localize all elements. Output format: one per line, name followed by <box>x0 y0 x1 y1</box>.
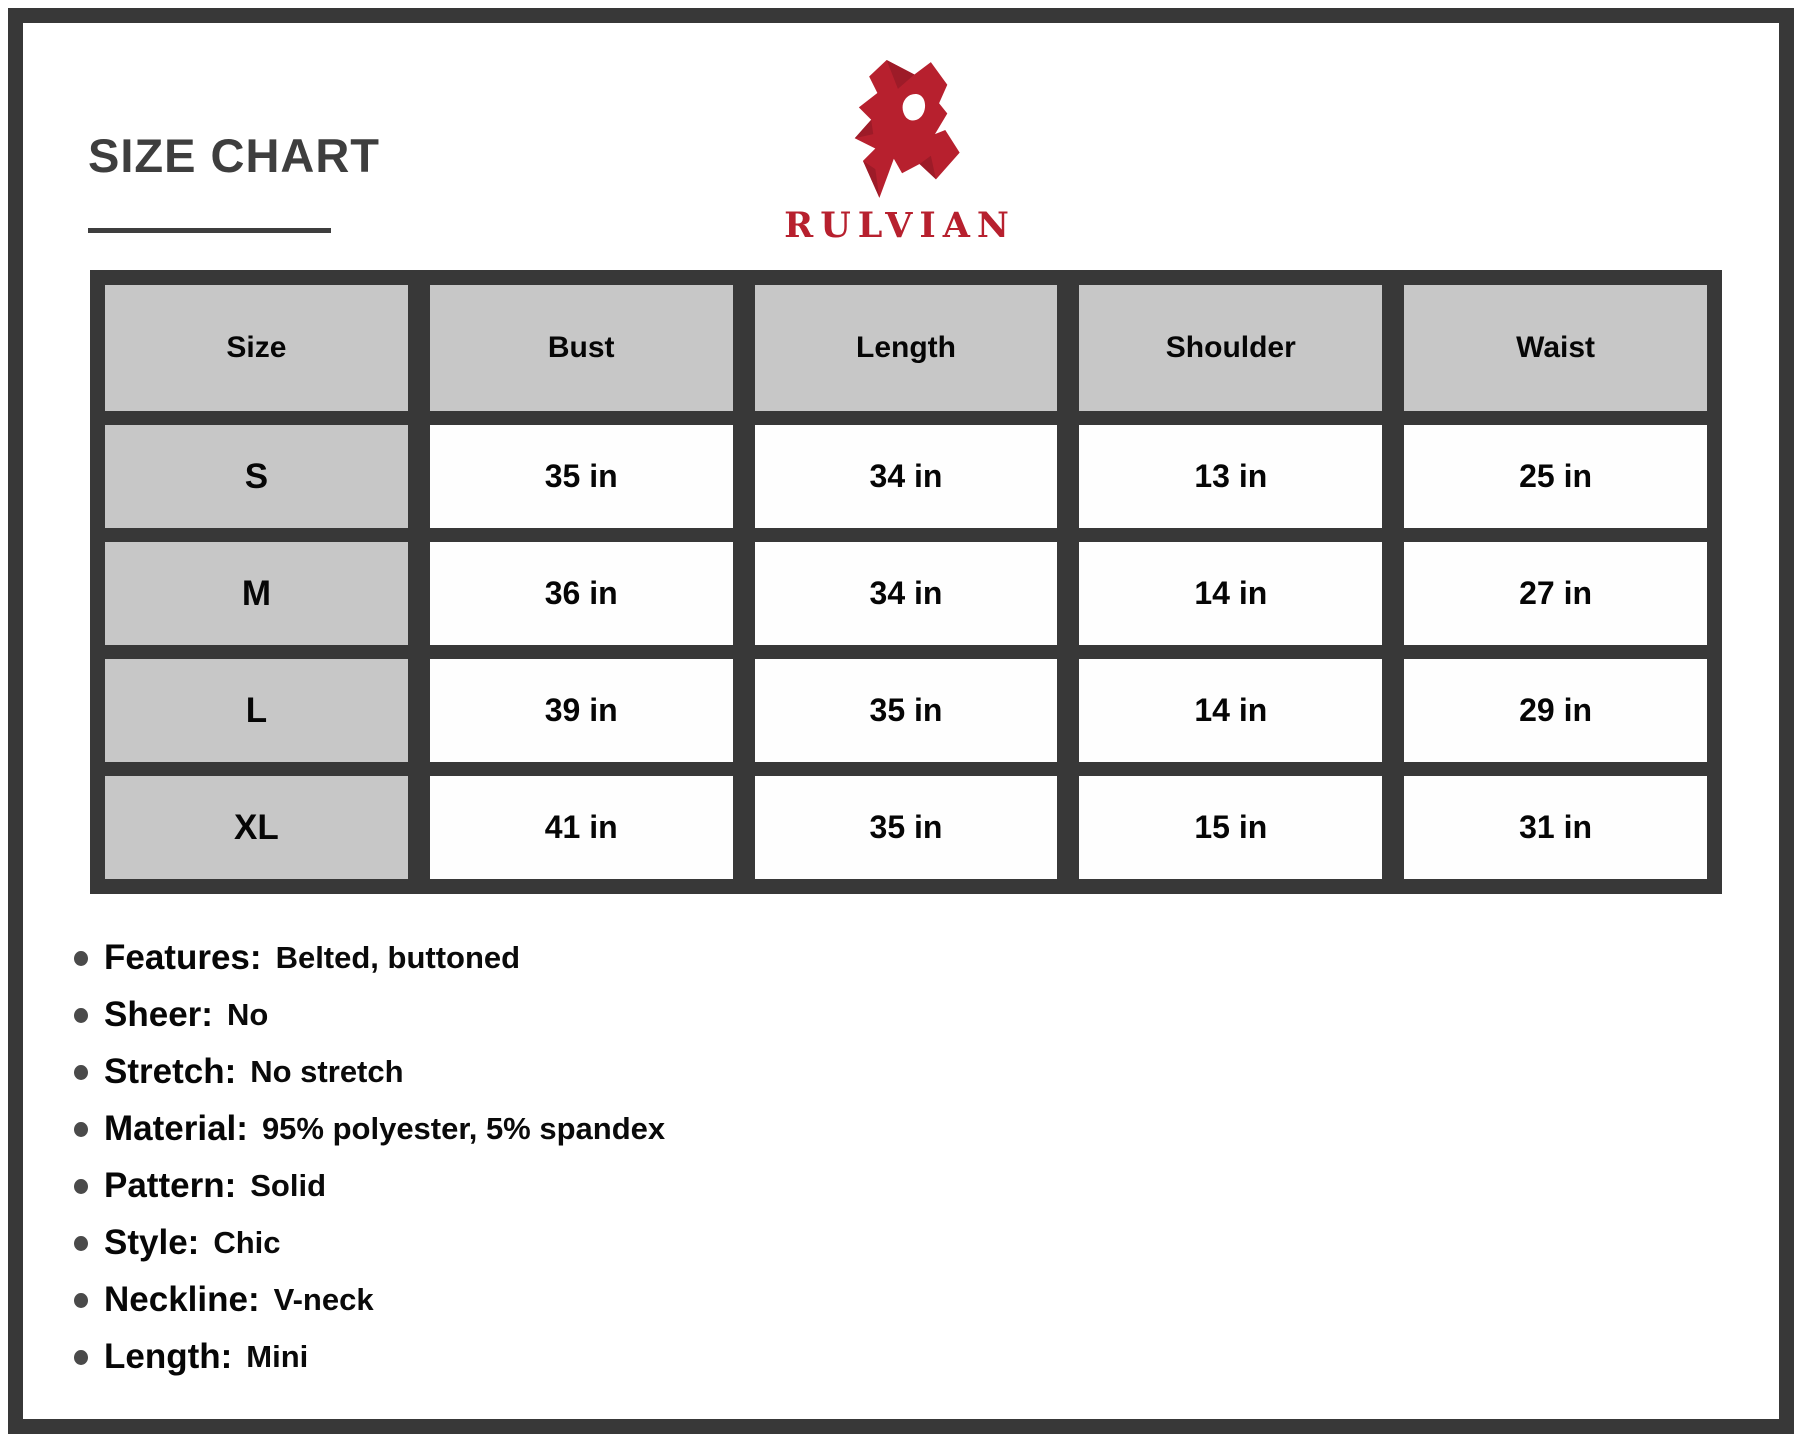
detail-value: Chic <box>213 1225 281 1260</box>
cell-s-length: 34 in <box>755 425 1058 528</box>
cell-m-length: 34 in <box>755 542 1058 645</box>
bullet-icon <box>74 1008 88 1023</box>
header-cell-waist: Waist <box>1404 285 1707 411</box>
brand-name: RULVIAN <box>784 205 1016 246</box>
bullet-icon <box>74 1350 88 1365</box>
cell-xl-length: 35 in <box>755 776 1058 879</box>
cell-m-waist: 27 in <box>1404 542 1707 645</box>
detail-label: Pattern: <box>104 1166 237 1205</box>
detail-label: Material: <box>104 1109 248 1148</box>
cell-s-shoulder: 13 in <box>1079 425 1382 528</box>
cell-xl-bust: 41 in <box>430 776 733 879</box>
bullet-icon <box>74 1293 88 1308</box>
cell-l-shoulder: 14 in <box>1079 659 1382 762</box>
detail-value: 95% polyester, 5% spandex <box>261 1111 666 1146</box>
detail-value: Solid <box>250 1168 327 1203</box>
cell-m-bust: 36 in <box>430 542 733 645</box>
list-item-pattern <box>74 1166 665 1206</box>
bullet-icon <box>74 1065 88 1080</box>
list-item-style <box>74 1223 665 1263</box>
cell-s-waist: 25 in <box>1404 425 1707 528</box>
detail-value: Mini <box>246 1339 309 1374</box>
list-item-length <box>74 1337 665 1377</box>
cell-l-length: 35 in <box>755 659 1058 762</box>
detail-value: V-neck <box>273 1282 374 1317</box>
detail-value: No stretch <box>250 1054 404 1089</box>
cell-l-bust: 39 in <box>430 659 733 762</box>
bullet-icon <box>74 1179 88 1194</box>
list-item-features <box>74 938 665 978</box>
detail-label: Length: <box>104 1337 233 1376</box>
cell-xl-shoulder: 15 in <box>1079 776 1382 879</box>
size-chart-table <box>90 270 1722 894</box>
row-label-m: M <box>105 542 408 645</box>
list-item-neckline <box>74 1280 665 1320</box>
bullet-icon <box>74 1236 88 1251</box>
cell-s-bust: 35 in <box>430 425 733 528</box>
cell-m-shoulder: 14 in <box>1079 542 1382 645</box>
detail-label: Features: <box>104 938 262 977</box>
brand-logo-icon <box>838 58 962 202</box>
list-item-material <box>74 1109 665 1149</box>
bullet-icon <box>74 951 88 966</box>
bullet-icon <box>74 1122 88 1137</box>
detail-value: Belted, buttoned <box>275 940 521 975</box>
header-cell-shoulder: Shoulder <box>1079 285 1382 411</box>
detail-label: Sheer: <box>104 995 213 1034</box>
cell-l-waist: 29 in <box>1404 659 1707 762</box>
detail-value: No <box>226 997 269 1032</box>
product-details-list <box>74 938 665 1377</box>
detail-label: Neckline: <box>104 1280 260 1319</box>
row-label-s: S <box>105 425 408 528</box>
header-cell-length: Length <box>755 285 1058 411</box>
list-item-stretch <box>74 1052 665 1092</box>
cell-xl-waist: 31 in <box>1404 776 1707 879</box>
header-cell-bust: Bust <box>430 285 733 411</box>
list-item-sheer <box>74 995 665 1035</box>
header-cell-size: Size <box>105 285 408 411</box>
detail-label: Stretch: <box>104 1052 237 1091</box>
row-label-xl: XL <box>105 776 408 879</box>
page-title: SIZE CHART <box>88 129 380 182</box>
row-label-l: L <box>105 659 408 762</box>
detail-label: Style: <box>104 1223 200 1262</box>
